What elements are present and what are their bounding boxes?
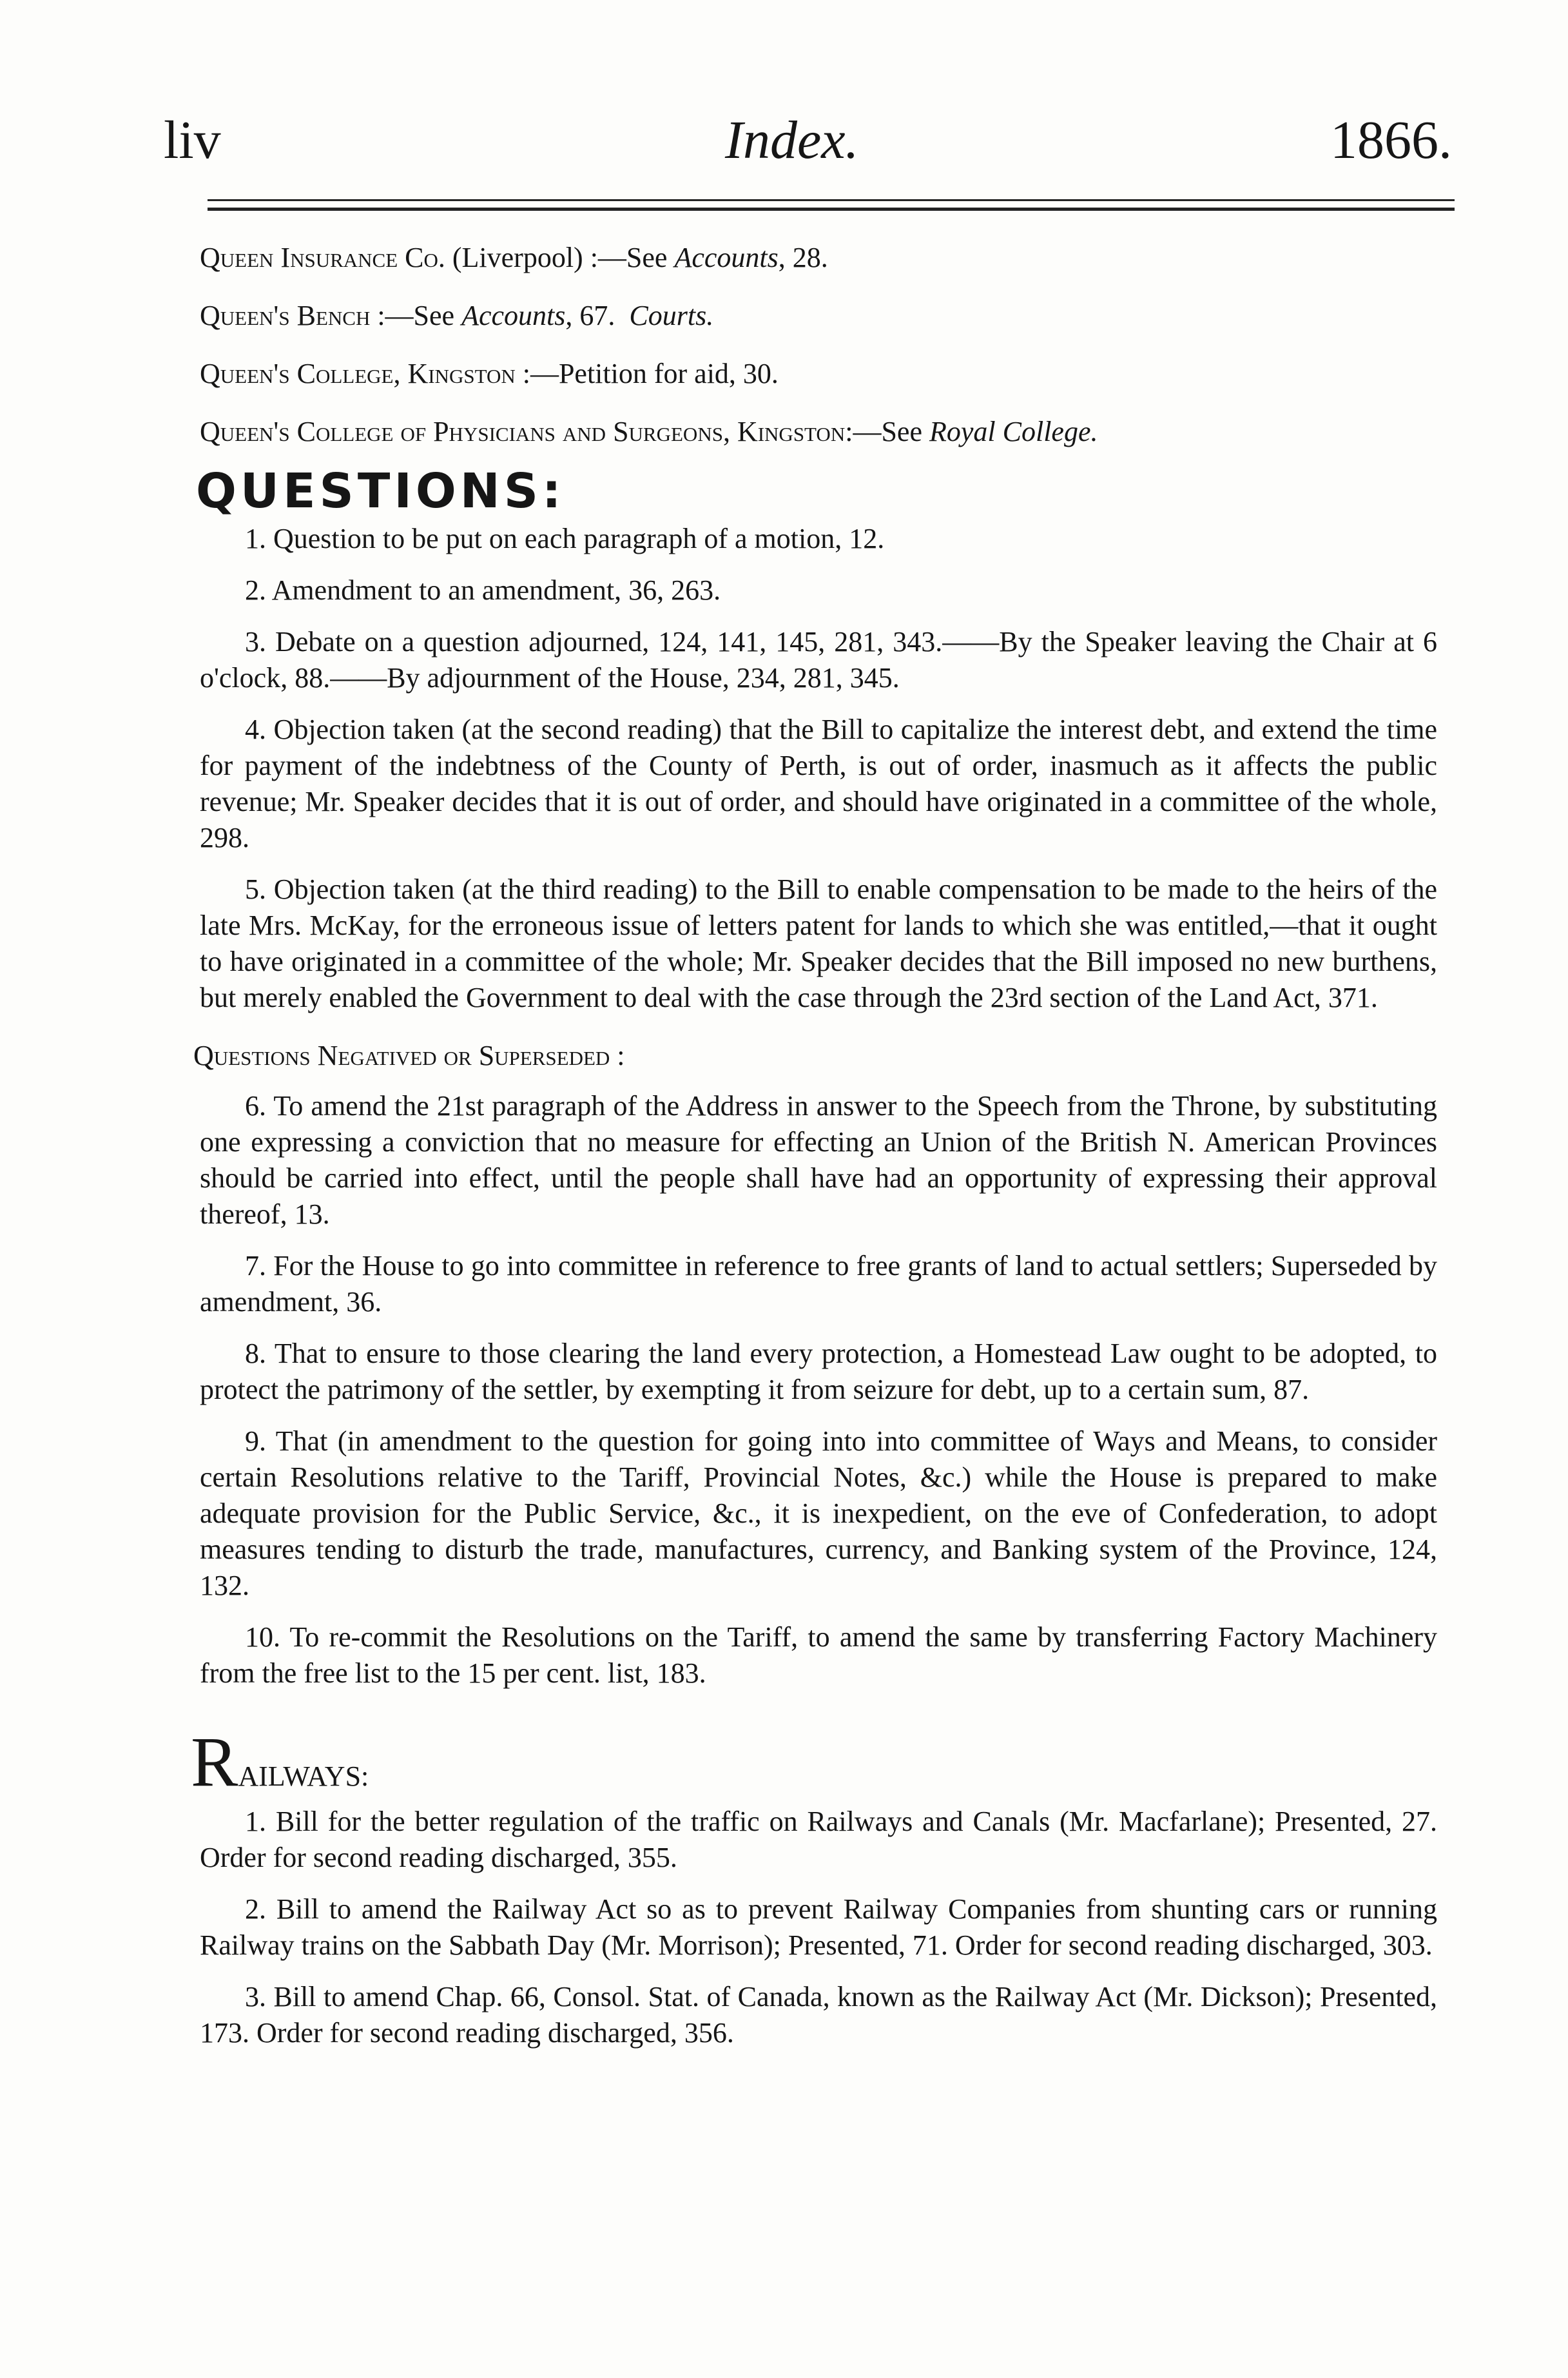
- negatived-item: 7. For the House to go into committee in reference to free grants of land to actual settlers; Superseded by amendment, 36.: [200, 1250, 1437, 1318]
- question-item: 1. Question to be put on each paragraph of a motion, 12.: [245, 523, 885, 554]
- index-entry-queens-college-physicians: Queen's College of Physicians and Surgeons, Kingston:—See Royal College.: [200, 416, 1098, 447]
- header-rule-thin: [208, 199, 1455, 201]
- negatived-item: 9. That (in amendment to the question for going into into committee of Ways and Means, to consider certain Resolutions relative to the Tariff, Provincial Notes, &c.) while the House is prepared to make adequate provision for the Public Service, &c., it is inexpedient, on the eve of Confederation, to adopt measures tending to disturb the trade, manufactures, currency, and Banking system of the Province, 124, 132.: [200, 1425, 1437, 1601]
- question-item: 4. Objection taken (at the second reading) that the Bill to capitalize the interest debt, and extend the time for payment of the indebtness of the County of Perth, is out of order, inasmuch as it affects the public revenue; Mr. Speaker decides that it is out of order, and should have originated in a committee of the whole, 298.: [200, 714, 1437, 853]
- page-title: Index.: [725, 110, 859, 170]
- page-year: 1866.: [1330, 110, 1452, 170]
- page-number: liv: [164, 110, 221, 170]
- negatived-item: 8. That to ensure to those clearing the land every protection, a Homestead Law ought to be adopted, to protect the patrimony of the settler, by exempting it from seizure for debt, up to a certain sum, 87.: [200, 1338, 1437, 1405]
- index-entry-queens-college-kingston: Queen's College, Kingston :—Petition for aid, 30.: [200, 358, 779, 389]
- question-item: 2. Amendment to an amendment, 36, 263.: [245, 574, 721, 606]
- section-heading-negatived: Questions Negatived or Superseded :: [193, 1040, 625, 1071]
- railways-initial: R: [191, 1722, 238, 1801]
- header-rule-thick: [208, 208, 1455, 211]
- index-entry-queens-bench: Queen's Bench :—See Accounts, 67. Courts.: [200, 300, 714, 331]
- railways-item: 2. Bill to amend the Railway Act so as to prevent Railway Companies from shunting cars or running Railway trains on the Sabbath Day (Mr. Morrison); Presented, 71. Order for second reading discharged, 303.: [200, 1893, 1437, 1961]
- section-heading-railways: [191, 1722, 1437, 1801]
- question-item: 3. Debate on a question adjourned, 124, 141, 145, 281, 343.——By the Speaker leaving the Chair at 6 o'clock, 88.——By adjournment of the House, 234, 281, 345.: [200, 626, 1437, 694]
- question-item: 5. Objection taken (at the third reading) to the Bill to enable compensation to be made to the heirs of the late Mrs. McKay, for the erroneous issue of letters patent for lands to which she was entitled,—that it ought to have originated in a committee of the whole; Mr. Speaker decides that the Bill imposed no new burthens, but merely enabled the Government to deal with the case through the 23rd section of the Land Act, 371.: [200, 873, 1437, 1013]
- railways-heading-rest: AILWAYS:: [238, 1760, 369, 1792]
- negatived-item: 6. To amend the 21st paragraph of the Address in answer to the Speech from the Throne, by substituting one expressing a conviction that no measure for effecting an Union of the British N. American Provinces should be carried into effect, until the people shall have had an opportunity of expressing their approval thereof, 13.: [200, 1090, 1437, 1230]
- railways-item: 1. Bill for the better regulation of the traffic on Railways and Canals (Mr. Macfarlane); Presented, 27. Order for second reading discharged, 355.: [200, 1806, 1437, 1873]
- section-heading-questions: QUESTIONS:: [196, 463, 565, 519]
- railways-item: 3. Bill to amend Chap. 66, Consol. Stat. of Canada, known as the Railway Act (Mr. Dickson); Presented, 173. Order for second reading discharged, 356.: [200, 1981, 1437, 2049]
- negatived-item: 10. To re-commit the Resolutions on the Tariff, to amend the same by transferring Factory Machinery from the free list to the 15 per cent. list, 183.: [200, 1621, 1437, 1689]
- index-content: [191, 240, 1437, 2051]
- index-entry-queen-insurance: Queen Insurance Co. (Liverpool) :—See Accounts, 28.: [200, 242, 828, 273]
